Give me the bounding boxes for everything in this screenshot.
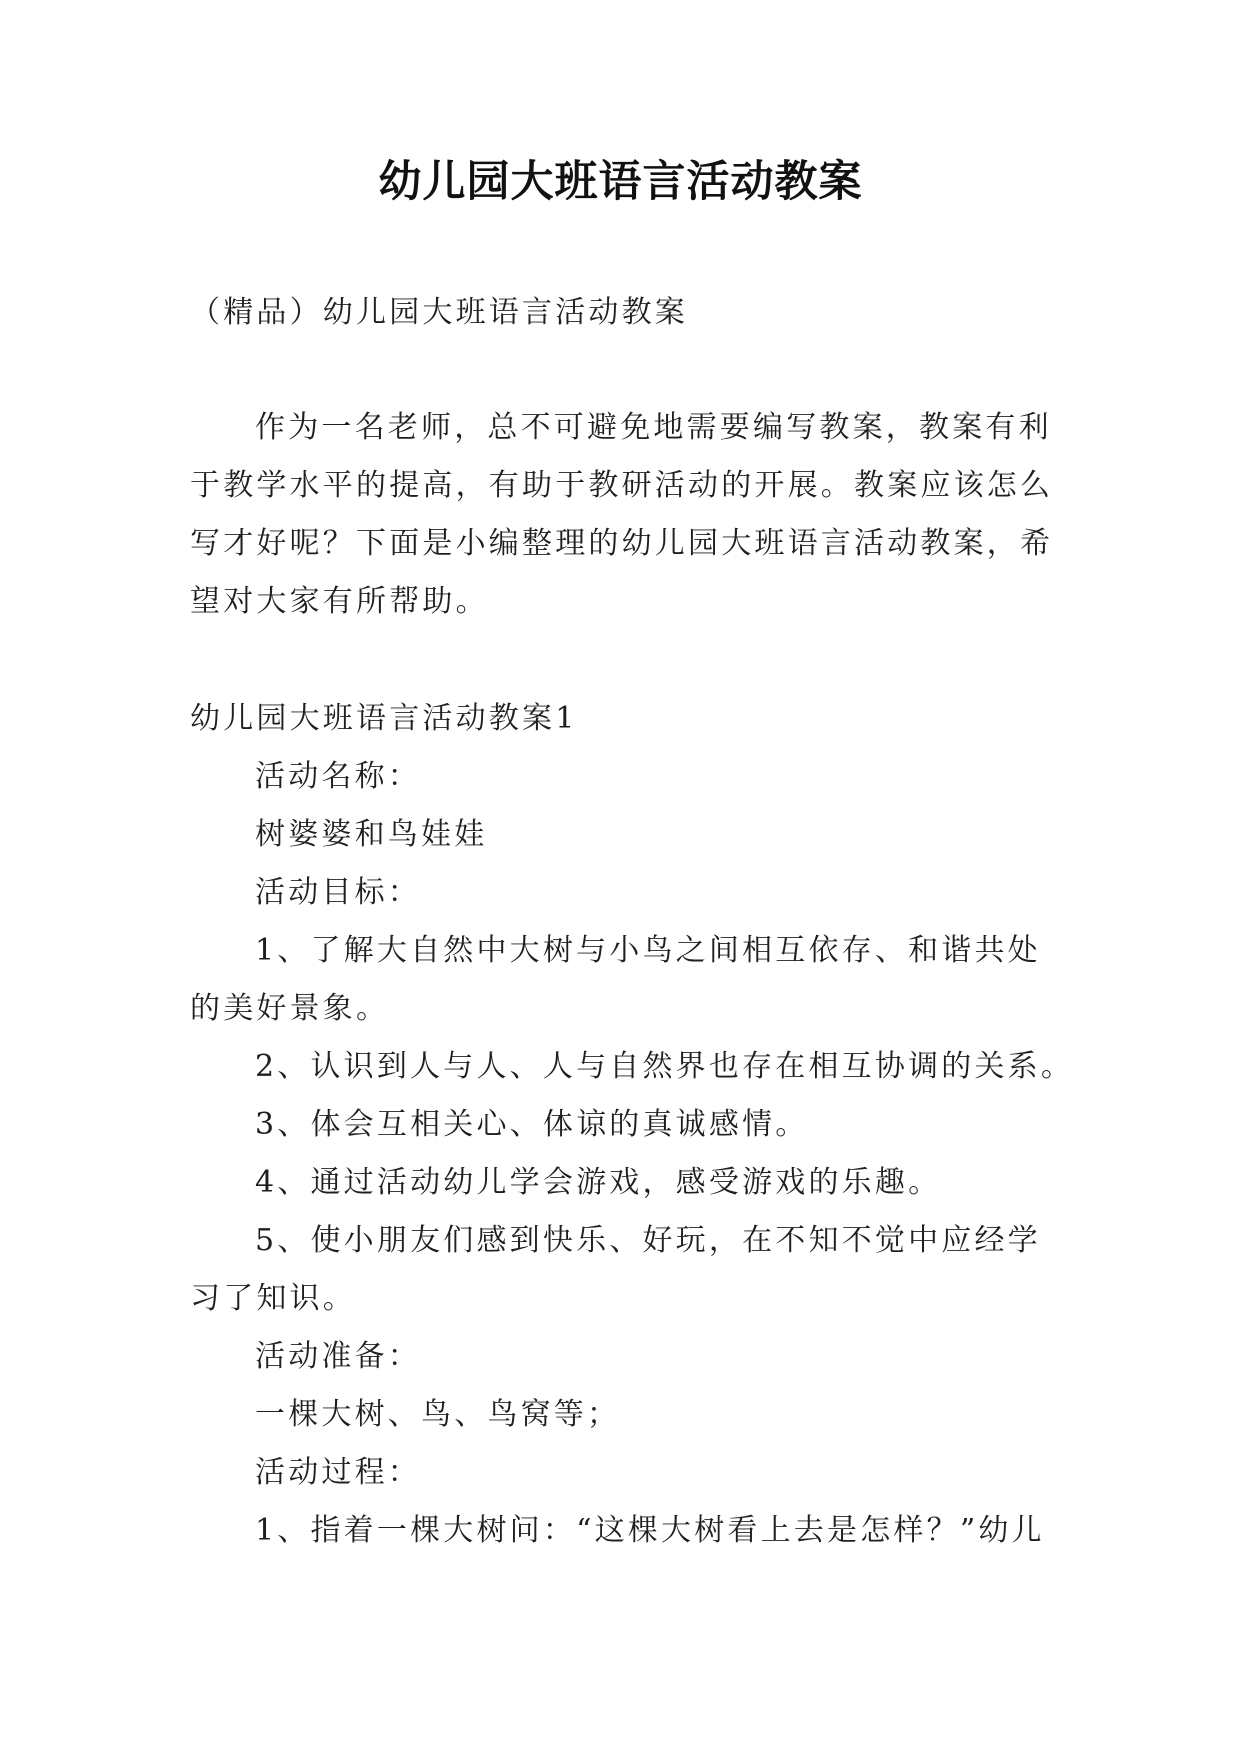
goal-line: 1、了解大自然中大树与小鸟之间相互依存、和谐共处 xyxy=(255,933,1041,968)
prep-text: 一棵大树、鸟、鸟窝等； xyxy=(255,1397,621,1432)
section-heading: 幼儿园大班语言活动教案1 xyxy=(190,701,578,736)
activity-name-label: 活动名称： xyxy=(255,759,421,794)
intro-line: 作为一名老师，总不可避免地需要编写教案，教案有利 xyxy=(255,410,1052,445)
document-title: 幼儿园大班语言活动教案 xyxy=(378,157,863,207)
process-label: 活动过程： xyxy=(255,1455,421,1490)
goal-line: 3、体会互相关心、体谅的真诚感情。 xyxy=(255,1107,809,1142)
intro-line: 于教学水平的提高，有助于教研活动的开展。教案应该怎么 xyxy=(190,468,1054,503)
goal-line: 的美好景象。 xyxy=(190,991,390,1026)
activity-name: 树婆婆和鸟娃娃 xyxy=(255,817,488,852)
goal-line: 4、通过活动幼儿学会游戏，感受游戏的乐趣。 xyxy=(255,1165,942,1200)
process-line: 1、指着一棵大树问：“这棵大树看上去是怎样？”幼儿 xyxy=(255,1513,1045,1548)
goals-label: 活动目标： xyxy=(255,875,421,910)
goal-line: 习了知识。 xyxy=(190,1281,356,1316)
intro-line: 写才好呢？下面是小编整理的幼儿园大班语言活动教案，希 xyxy=(190,526,1054,561)
document-subtitle: （精品）幼儿园大班语言活动教案 xyxy=(190,295,688,330)
prep-label: 活动准备： xyxy=(255,1339,421,1374)
goal-line: 5、使小朋友们感到快乐、好玩，在不知不觉中应经学 xyxy=(255,1223,1041,1258)
intro-line: 望对大家有所帮助。 xyxy=(190,584,489,619)
goal-line: 2、认识到人与人、人与自然界也存在相互协调的关系。 xyxy=(255,1049,1075,1084)
